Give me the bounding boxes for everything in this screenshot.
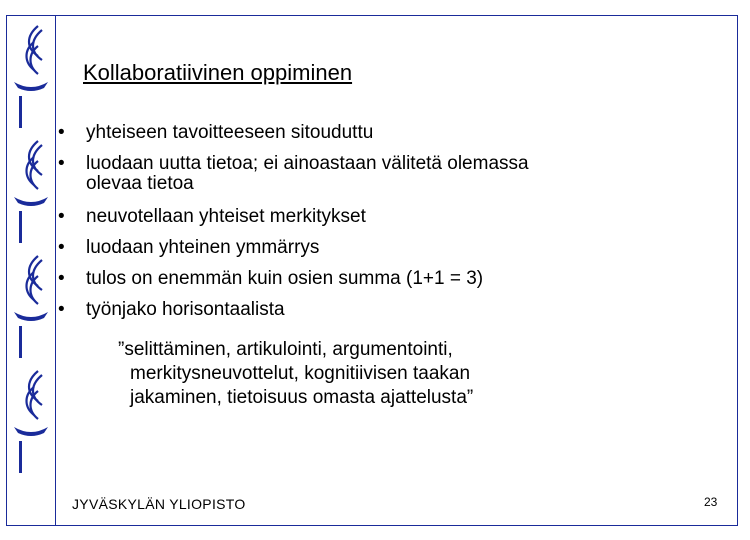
- bullet-text: neuvotellaan yhteiset merkitykset: [86, 206, 366, 227]
- bullet-marker: •: [58, 237, 65, 258]
- quote-line: jakaminen, tietoisuus omasta ajattelusta”: [130, 387, 474, 408]
- bullet-continuation: olevaa tietoa: [86, 173, 194, 194]
- quote-block: [118, 338, 473, 410]
- bullet-text: luodaan yhteinen ymmärrys: [86, 237, 320, 258]
- bullet-list: [58, 117, 698, 325]
- bullet-marker: •: [58, 268, 65, 289]
- bullet-marker: •: [58, 153, 65, 174]
- university-emblem-icon: [8, 250, 54, 360]
- quote-line: merkitysneuvottelut, kognitiivisen taakan: [130, 363, 471, 384]
- list-item: [58, 201, 698, 232]
- quote-line: ”selittäminen, artikulointi, argumentointi,: [118, 339, 453, 360]
- slide-title: Kollaboratiivinen oppiminen: [83, 60, 353, 85]
- bullet-text: tulos on enemmän kuin osien summa (1+1 = 3): [86, 268, 484, 289]
- bullet-text: luodaan uutta tietoa; ei ainoastaan välitetä olemassa: [86, 153, 529, 174]
- bullet-marker: •: [58, 122, 65, 143]
- list-item: [58, 117, 698, 148]
- footer-university-name: JYVÄSKYLÄN YLIOPISTO: [72, 496, 246, 512]
- list-item: [58, 148, 698, 201]
- university-emblem-icon: [8, 20, 54, 130]
- page-number: 23: [704, 495, 718, 509]
- bullet-text: yhteiseen tavoitteeseen sitouduttu: [86, 122, 374, 143]
- list-item: [58, 263, 698, 294]
- list-item: [58, 232, 698, 263]
- bullet-marker: •: [58, 299, 65, 320]
- university-emblem-icon: [8, 135, 54, 245]
- list-item: [58, 294, 698, 325]
- university-emblem-icon: [8, 365, 54, 475]
- bullet-marker: •: [58, 206, 65, 227]
- bullet-text: työnjako horisontaalista: [86, 299, 285, 320]
